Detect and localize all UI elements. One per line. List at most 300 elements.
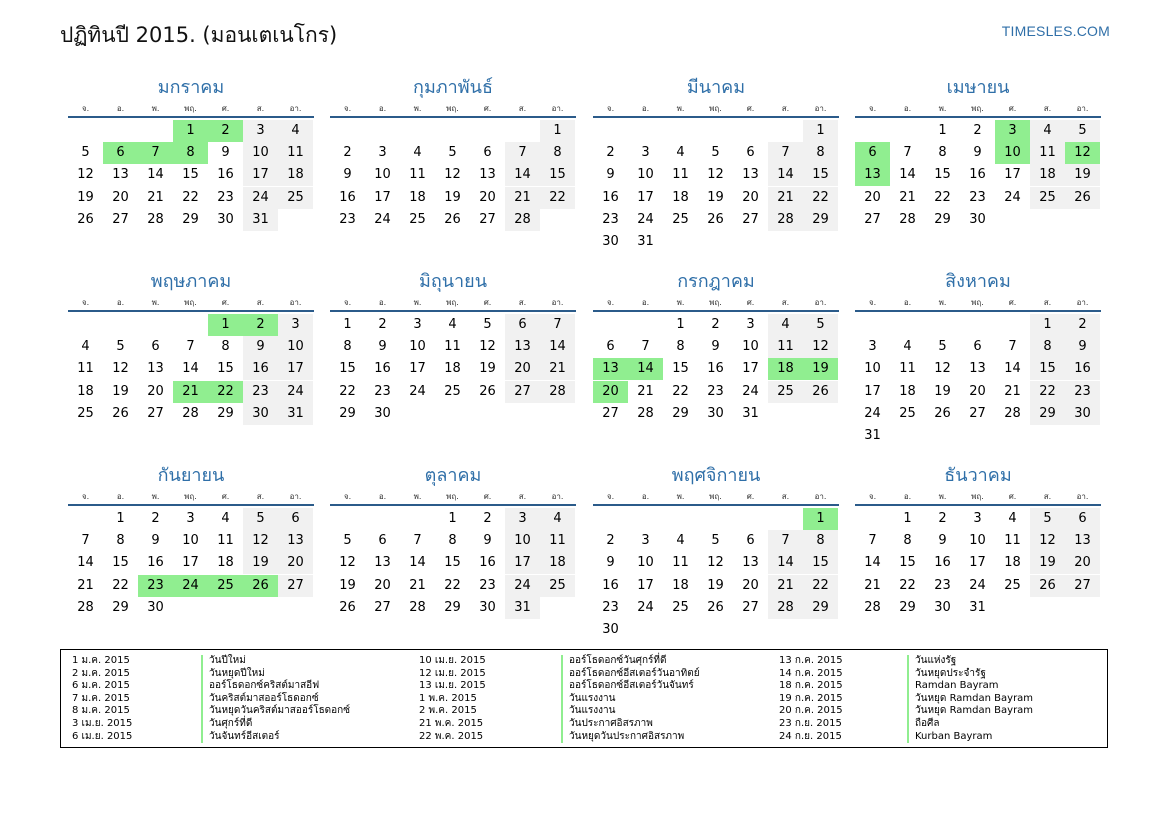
- day-cell: 17: [742, 361, 759, 377]
- day-cell: 5: [1065, 120, 1100, 142]
- page-title: ปฏิทินปี 2015. (มอนเตเนโกร): [60, 23, 338, 47]
- day-cell: 8: [221, 339, 230, 355]
- holiday-day-cell: 26: [243, 575, 278, 597]
- day-cell: 22: [540, 187, 575, 209]
- month-divider: [68, 504, 314, 506]
- day-cell: 31: [243, 209, 278, 231]
- day-cell: 14: [768, 164, 803, 186]
- weekday-header: อ.: [378, 492, 387, 501]
- holiday-row: [419, 680, 749, 693]
- day-cell: 16: [217, 167, 234, 183]
- day-cell: 13: [505, 336, 540, 358]
- day-cell: 1: [448, 511, 457, 526]
- day-cell: 7: [505, 142, 540, 164]
- day-cell: 10: [864, 361, 881, 377]
- day-cell: 12: [339, 555, 356, 571]
- weekday-header: จ.: [343, 104, 352, 113]
- holiday-row: [779, 680, 1109, 693]
- weekday-header: จ.: [868, 492, 877, 501]
- holiday-date: 6 ม.ค. 2015: [72, 680, 130, 692]
- weekday-header: อา.: [289, 104, 302, 113]
- day-cell: 14: [864, 555, 881, 571]
- day-cell: 8: [1030, 336, 1065, 358]
- weekday-header: ศ.: [221, 492, 230, 501]
- holiday-date: 7 ม.ค. 2015: [72, 692, 130, 704]
- month-name: สิงหาคม: [945, 271, 1011, 292]
- day-cell: 19: [1065, 164, 1100, 186]
- holiday-date: 19 ก.ค. 2015: [779, 692, 843, 704]
- day-cell: 9: [483, 533, 492, 549]
- day-cell: 12: [707, 555, 724, 571]
- weekday-header: พฤ.: [709, 104, 722, 113]
- weekday-header: ส.: [781, 298, 790, 307]
- holiday-day-cell: 25: [208, 575, 243, 597]
- day-cell: 12: [112, 361, 129, 377]
- day-cell: 12: [1030, 530, 1065, 552]
- day-cell: 19: [1030, 552, 1065, 574]
- holiday-day-cell: 20: [593, 381, 628, 403]
- holiday-name: วันคริสต์มาสออร์โธดอกซ์: [201, 693, 319, 706]
- day-cell: 11: [444, 339, 461, 355]
- holiday-day-cell: 18: [768, 358, 803, 380]
- day-cell: 4: [768, 314, 803, 336]
- holiday-row: [72, 668, 402, 681]
- day-cell: 3: [973, 511, 982, 526]
- day-cell: 28: [637, 405, 654, 421]
- weekday-header: ศ.: [746, 104, 755, 113]
- day-cell: 28: [505, 209, 540, 231]
- day-cell: 1: [343, 317, 352, 332]
- month-block: [330, 72, 576, 262]
- weekday-header: ส.: [518, 492, 527, 501]
- weekday-header: ศ.: [483, 298, 492, 307]
- day-cell: 18: [1004, 555, 1021, 571]
- day-cell: 27: [374, 599, 391, 615]
- holiday-name: ถือศีล: [907, 718, 940, 731]
- day-cell: 26: [339, 599, 356, 615]
- weekday-header: ส.: [1043, 104, 1052, 113]
- day-cell: 2: [606, 145, 615, 161]
- weekday-header: พ.: [413, 492, 422, 501]
- day-cell: 18: [540, 552, 575, 574]
- weekday-header: พฤ.: [709, 492, 722, 501]
- day-cell: 29: [339, 405, 356, 421]
- day-cell: 28: [1004, 405, 1021, 421]
- day-cell: 9: [221, 145, 230, 161]
- day-cell: 12: [77, 167, 94, 183]
- holiday-name: ออร์โธดอกซ์อีสเตอร์วันจันทร์: [561, 680, 694, 693]
- weekday-header: ศ.: [483, 492, 492, 501]
- weekday-header: จ.: [81, 492, 90, 501]
- month-divider: [855, 116, 1101, 118]
- day-cell: 9: [1065, 336, 1100, 358]
- day-cell: 23: [934, 577, 951, 593]
- day-cell: 15: [112, 555, 129, 571]
- weekday-header: ศ.: [746, 492, 755, 501]
- weekday-header: จ.: [81, 298, 90, 307]
- day-cell: 7: [81, 533, 90, 549]
- day-cell: 30: [1065, 403, 1100, 425]
- day-cell: 10: [409, 339, 426, 355]
- day-cell: 23: [707, 383, 724, 399]
- day-cell: 30: [243, 403, 278, 425]
- day-cell: 13: [742, 167, 759, 183]
- weekday-header: จ.: [343, 298, 352, 307]
- day-cell: 16: [479, 555, 496, 571]
- weekday-header: ส.: [781, 104, 790, 113]
- day-cell: 13: [278, 530, 313, 552]
- day-cell: 19: [934, 383, 951, 399]
- day-cell: 6: [973, 339, 982, 355]
- month-divider: [593, 504, 839, 506]
- day-cell: 11: [672, 167, 689, 183]
- day-cell: 14: [147, 167, 164, 183]
- weekday-header: ส.: [256, 104, 265, 113]
- day-cell: 11: [1004, 533, 1021, 549]
- holiday-day-cell: 8: [173, 142, 208, 164]
- day-cell: 26: [112, 405, 129, 421]
- day-cell: 4: [903, 339, 912, 355]
- brand-logo-text[interactable]: TIMESLES.COM: [1001, 23, 1110, 39]
- day-cell: 26: [934, 405, 951, 421]
- day-cell: 6: [746, 533, 755, 549]
- day-cell: 13: [374, 555, 391, 571]
- month-divider: [855, 504, 1101, 506]
- day-cell: 6: [606, 339, 615, 355]
- day-cell: 5: [116, 339, 125, 355]
- day-cell: 14: [77, 555, 94, 571]
- holiday-row: [72, 718, 402, 731]
- day-cell: 14: [182, 361, 199, 377]
- weekday-header: ส.: [256, 492, 265, 501]
- day-cell: 3: [641, 533, 650, 549]
- weekday-header: ส.: [518, 104, 527, 113]
- holiday-day-cell: 1: [173, 120, 208, 142]
- day-cell: 11: [899, 361, 916, 377]
- day-cell: 28: [768, 209, 803, 231]
- day-cell: 25: [409, 211, 426, 227]
- day-cell: 27: [1065, 575, 1100, 597]
- day-cell: 2: [938, 511, 947, 526]
- holiday-day-cell: 14: [628, 358, 663, 380]
- day-cell: 1: [938, 123, 947, 138]
- holiday-row: [72, 693, 402, 706]
- day-cell: 8: [903, 533, 912, 549]
- day-cell: 26: [707, 211, 724, 227]
- day-cell: 3: [746, 317, 755, 332]
- weekday-header: อ.: [378, 104, 387, 113]
- month-name: กุมภาพันธ์: [413, 77, 493, 98]
- holiday-row: [779, 668, 1109, 681]
- day-cell: 21: [864, 577, 881, 593]
- day-cell: 21: [899, 189, 916, 205]
- holiday-day-cell: 2: [243, 314, 278, 336]
- day-cell: 10: [243, 142, 278, 164]
- month-name: ธันวาคม: [944, 465, 1012, 486]
- day-cell: 31: [637, 234, 654, 249]
- weekday-header: อา.: [1076, 492, 1089, 501]
- holiday-date: 12 เม.ย. 2015: [419, 667, 486, 679]
- day-cell: 29: [934, 211, 951, 227]
- day-cell: 13: [969, 361, 986, 377]
- day-cell: 1: [676, 317, 685, 332]
- day-cell: 27: [147, 405, 164, 421]
- holiday-list: [60, 649, 1108, 748]
- month-block: [855, 72, 1101, 262]
- holiday-day-cell: 3: [995, 120, 1030, 142]
- day-cell: 15: [803, 552, 838, 574]
- day-cell: 29: [217, 405, 234, 421]
- day-cell: 4: [676, 145, 685, 161]
- day-cell: 28: [77, 599, 94, 615]
- holiday-row: [419, 693, 749, 706]
- day-cell: 20: [742, 577, 759, 593]
- month-block: [855, 266, 1101, 456]
- weekday-header: อ.: [641, 104, 650, 113]
- day-cell: 29: [672, 405, 689, 421]
- holiday-name: วันประกาศอิสรภาพ: [561, 718, 653, 731]
- weekday-header: พฤ.: [709, 298, 722, 307]
- weekday-header: อา.: [814, 104, 827, 113]
- day-cell: 17: [278, 358, 313, 380]
- day-cell: 24: [409, 383, 426, 399]
- day-cell: 17: [1004, 167, 1021, 183]
- day-cell: 25: [540, 575, 575, 597]
- day-cell: 17: [864, 383, 881, 399]
- holiday-date: 1 ม.ค. 2015: [72, 655, 130, 666]
- day-cell: 16: [707, 361, 724, 377]
- weekday-header: จ.: [81, 104, 90, 113]
- day-cell: 16: [374, 361, 391, 377]
- day-cell: 11: [278, 142, 313, 164]
- day-cell: 27: [602, 405, 619, 421]
- holiday-date: 2 ม.ค. 2015: [72, 667, 130, 679]
- month-name: พฤศจิกายน: [671, 465, 761, 486]
- weekday-header: อา.: [551, 298, 564, 307]
- holiday-date: 21 พ.ค. 2015: [419, 717, 484, 729]
- holiday-row: [72, 705, 402, 718]
- holiday-name: วันหยุด Ramdan Bayram: [907, 705, 1033, 718]
- day-cell: 25: [444, 383, 461, 399]
- day-cell: 23: [243, 381, 278, 403]
- day-cell: 4: [540, 508, 575, 530]
- month-divider: [330, 310, 576, 312]
- day-cell: 23: [374, 383, 391, 399]
- weekday-header: ศ.: [1008, 104, 1017, 113]
- day-cell: 7: [903, 145, 912, 161]
- weekday-header: จ.: [606, 104, 615, 113]
- day-cell: 22: [1030, 381, 1065, 403]
- day-cell: 22: [182, 189, 199, 205]
- day-cell: 14: [1004, 361, 1021, 377]
- day-cell: 26: [444, 211, 461, 227]
- day-cell: 29: [803, 209, 838, 231]
- month-block: [593, 266, 839, 456]
- day-cell: 7: [1008, 339, 1017, 355]
- day-cell: 3: [186, 511, 195, 526]
- day-cell: 3: [641, 145, 650, 161]
- day-cell: 10: [969, 533, 986, 549]
- holiday-name: วันจันทร์อีสเตอร์: [201, 731, 280, 744]
- weekday-header: ศ.: [1008, 298, 1017, 307]
- day-cell: 4: [676, 533, 685, 549]
- day-cell: 10: [637, 167, 654, 183]
- holiday-name: วันแรงงาน: [561, 705, 615, 718]
- day-cell: 27: [505, 381, 540, 403]
- day-cell: 9: [378, 339, 387, 355]
- day-cell: 7: [186, 339, 195, 355]
- day-cell: 24: [637, 211, 654, 227]
- day-cell: 11: [540, 530, 575, 552]
- holiday-row: [419, 668, 749, 681]
- day-cell: 4: [278, 120, 313, 142]
- day-cell: 29: [1030, 403, 1065, 425]
- holiday-column: [419, 655, 749, 743]
- day-cell: 5: [81, 145, 90, 161]
- day-cell: 30: [374, 405, 391, 421]
- day-cell: 8: [938, 145, 947, 161]
- weekday-header: อา.: [1076, 104, 1089, 113]
- day-cell: 20: [479, 189, 496, 205]
- holiday-name: วันแห่งรัฐ: [907, 655, 956, 668]
- holiday-date: 24 ก.ย. 2015: [779, 730, 842, 742]
- day-cell: 21: [768, 187, 803, 209]
- holiday-name: วันศุกร์ที่ดี: [201, 718, 252, 731]
- weekday-header: ศ.: [1008, 492, 1017, 501]
- day-cell: 5: [711, 145, 720, 161]
- holiday-day-cell: 13: [593, 358, 628, 380]
- day-cell: 18: [899, 383, 916, 399]
- day-cell: 11: [1030, 142, 1065, 164]
- weekday-header: ส.: [518, 298, 527, 307]
- day-cell: 16: [602, 577, 619, 593]
- day-cell: 19: [112, 383, 129, 399]
- day-cell: 4: [1030, 120, 1065, 142]
- day-cell: 21: [505, 187, 540, 209]
- day-cell: 20: [1065, 552, 1100, 574]
- day-cell: 25: [672, 211, 689, 227]
- day-cell: 25: [672, 599, 689, 615]
- day-cell: 8: [448, 533, 457, 549]
- holiday-day-cell: 21: [173, 381, 208, 403]
- day-cell: 23: [339, 211, 356, 227]
- day-cell: 11: [768, 336, 803, 358]
- holiday-day-cell: 2: [208, 120, 243, 142]
- day-cell: 25: [899, 405, 916, 421]
- day-cell: 20: [505, 358, 540, 380]
- day-cell: 8: [116, 533, 125, 549]
- day-cell: 15: [540, 164, 575, 186]
- day-cell: 22: [934, 189, 951, 205]
- day-cell: 5: [243, 508, 278, 530]
- day-cell: 10: [637, 555, 654, 571]
- month-name: กรกฎาคม: [677, 271, 755, 292]
- weekday-header: พฤ.: [184, 104, 197, 113]
- weekday-header: อา.: [814, 492, 827, 501]
- day-cell: 31: [742, 405, 759, 421]
- weekday-header: อา.: [289, 492, 302, 501]
- day-cell: 11: [672, 555, 689, 571]
- month-block: [593, 72, 839, 262]
- day-cell: 22: [339, 383, 356, 399]
- holiday-date: 20 ก.ค. 2015: [779, 705, 843, 717]
- holiday-date: 3 เม.ย. 2015: [72, 717, 133, 729]
- day-cell: 7: [413, 533, 422, 549]
- day-cell: 10: [505, 530, 540, 552]
- weekday-header: อ.: [903, 104, 912, 113]
- day-cell: 26: [479, 383, 496, 399]
- day-cell: 31: [278, 403, 313, 425]
- day-cell: 31: [969, 599, 986, 615]
- day-cell: 28: [147, 211, 164, 227]
- day-cell: 15: [899, 555, 916, 571]
- weekday-header: จ.: [868, 298, 877, 307]
- month-divider: [855, 310, 1101, 312]
- day-cell: 28: [864, 599, 881, 615]
- day-cell: 20: [278, 552, 313, 574]
- day-cell: 17: [637, 189, 654, 205]
- day-cell: 18: [444, 361, 461, 377]
- weekday-header: จ.: [343, 492, 352, 501]
- day-cell: 29: [444, 599, 461, 615]
- day-cell: 9: [606, 167, 615, 183]
- day-cell: 9: [711, 339, 720, 355]
- weekday-header: อ.: [641, 492, 650, 501]
- day-cell: 27: [278, 575, 313, 597]
- day-cell: 6: [505, 314, 540, 336]
- weekday-header: พฤ.: [971, 492, 984, 501]
- day-cell: 26: [1030, 575, 1065, 597]
- day-cell: 15: [217, 361, 234, 377]
- day-cell: 9: [243, 336, 278, 358]
- day-cell: 30: [969, 211, 986, 227]
- day-cell: 20: [969, 383, 986, 399]
- holiday-name: ออร์โธดอกซ์อีสเตอร์วันอาทิตย์: [561, 668, 700, 681]
- holiday-name: วันหยุดปีใหม่: [201, 668, 265, 681]
- holiday-row: [72, 731, 402, 744]
- day-cell: 26: [1065, 187, 1100, 209]
- day-cell: 11: [217, 533, 234, 549]
- day-cell: 28: [182, 405, 199, 421]
- weekday-header: อา.: [1076, 298, 1089, 307]
- day-cell: 17: [409, 361, 426, 377]
- day-cell: 25: [278, 187, 313, 209]
- holiday-date: 13 เม.ย. 2015: [419, 680, 486, 692]
- weekday-header: อ.: [116, 298, 125, 307]
- month-block: [68, 72, 314, 262]
- day-cell: 15: [672, 361, 689, 377]
- holiday-name: Kurban Bayram: [907, 731, 992, 744]
- day-cell: 21: [1004, 383, 1021, 399]
- day-cell: 9: [343, 167, 352, 183]
- holiday-day-cell: 19: [803, 358, 838, 380]
- weekday-header: พ.: [938, 104, 947, 113]
- day-cell: 25: [1030, 187, 1065, 209]
- holiday-day-cell: 6: [103, 142, 138, 164]
- day-cell: 8: [540, 142, 575, 164]
- day-cell: 12: [243, 530, 278, 552]
- day-cell: 24: [505, 575, 540, 597]
- holiday-row: [779, 693, 1109, 706]
- day-cell: 23: [602, 599, 619, 615]
- holiday-day-cell: 23: [138, 575, 173, 597]
- weekday-header: อ.: [641, 298, 650, 307]
- day-cell: 21: [637, 383, 654, 399]
- day-cell: 6: [1065, 508, 1100, 530]
- holiday-date: 2 พ.ค. 2015: [419, 705, 477, 717]
- day-cell: 17: [505, 552, 540, 574]
- day-cell: 14: [899, 167, 916, 183]
